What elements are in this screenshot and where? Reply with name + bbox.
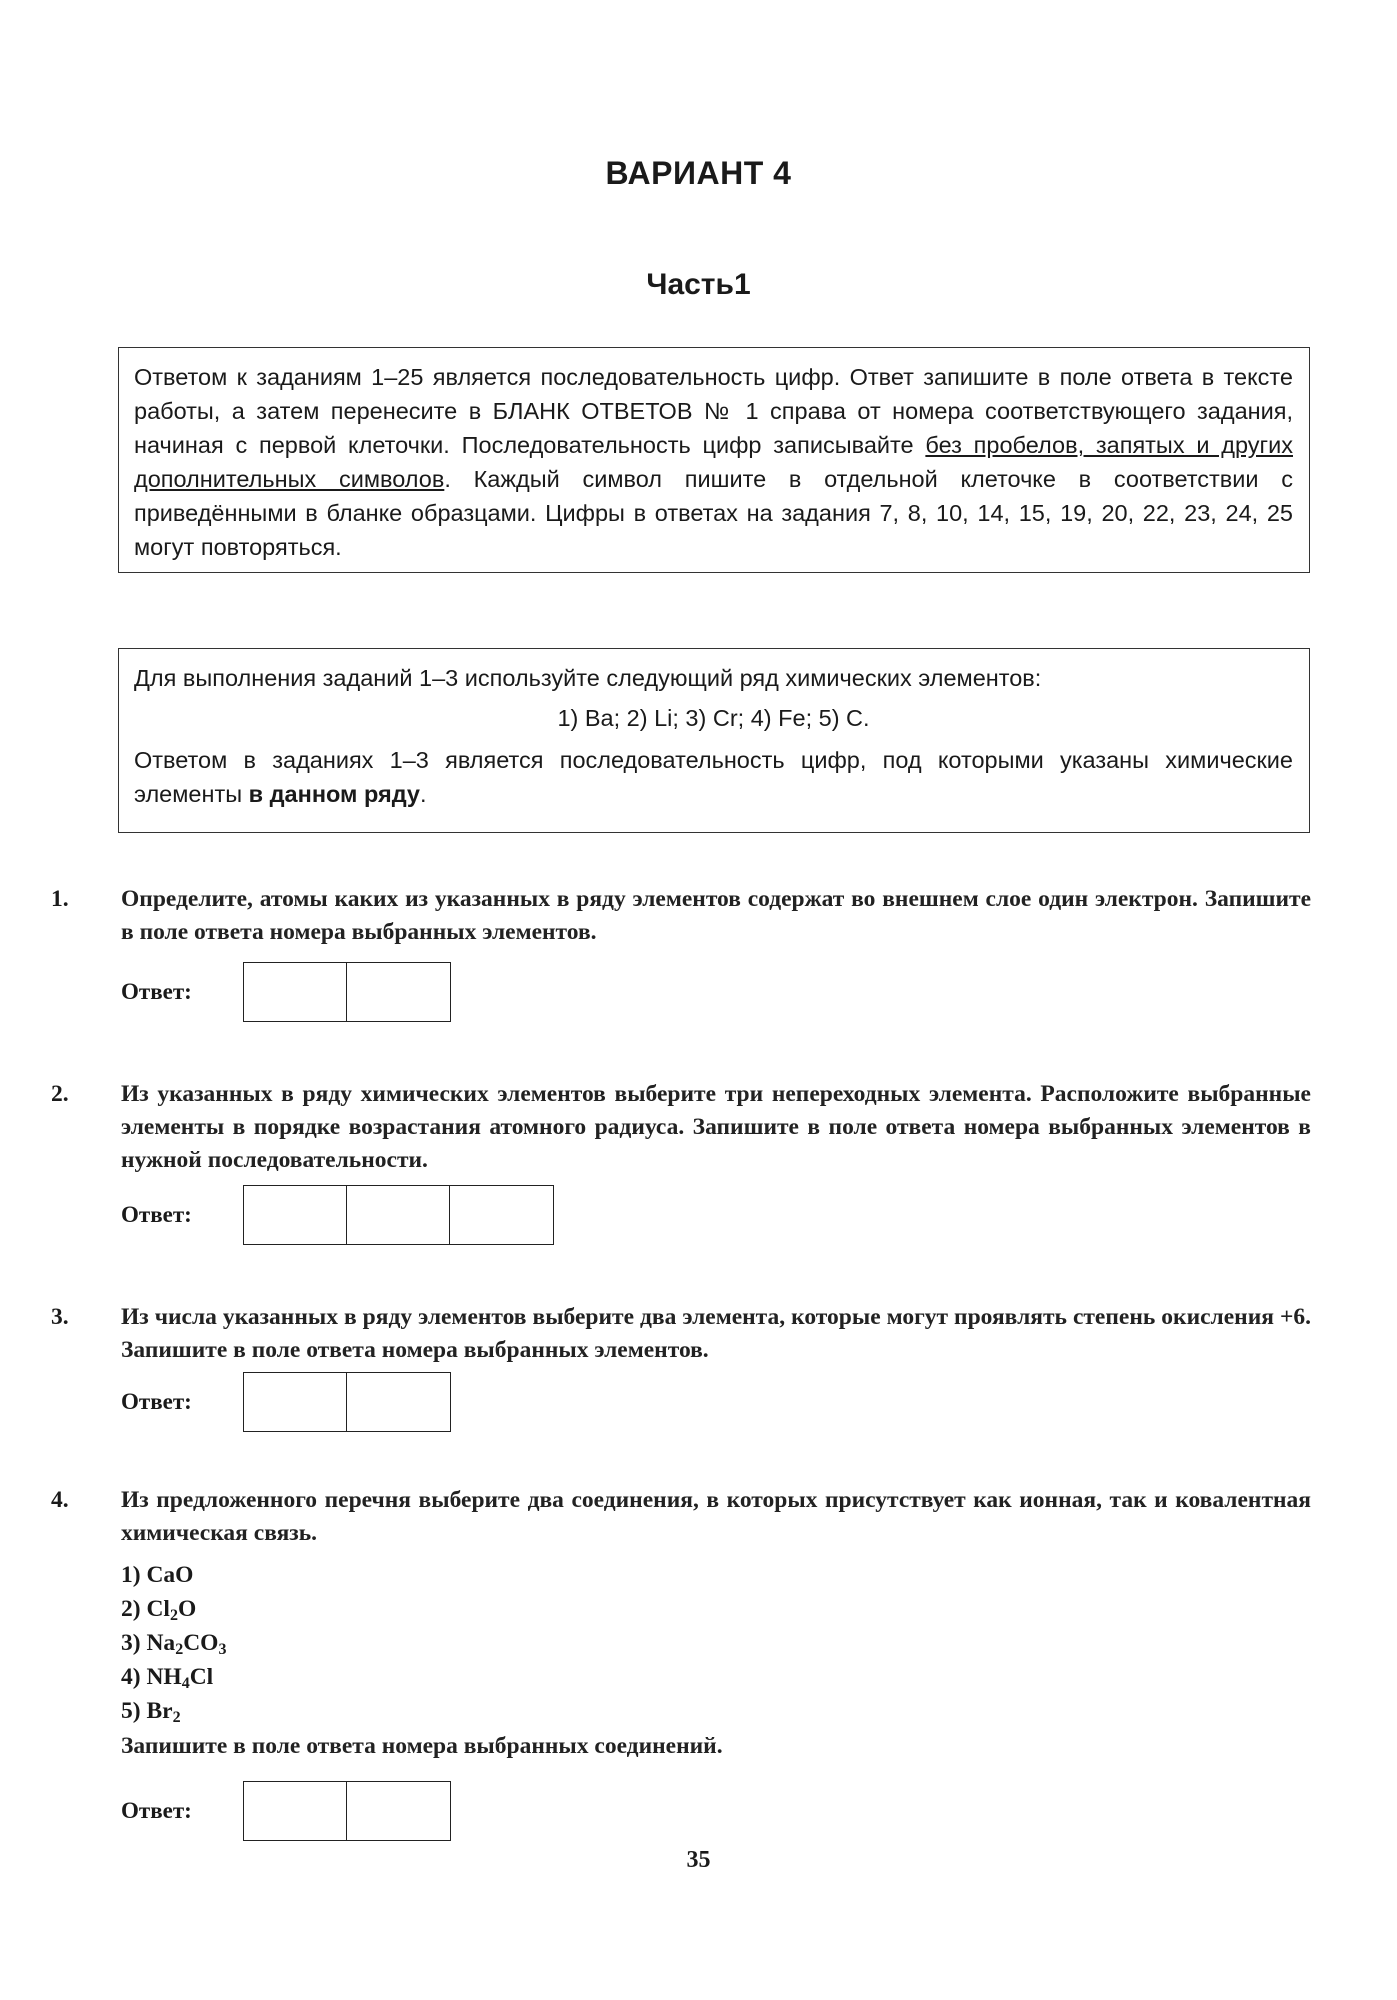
answer-row-3	[121, 1372, 451, 1432]
instructions-underlined: без пробелов, запятых и других дополнительных символов	[134, 432, 1293, 492]
elements-series: 1) Ba; 2) Li; 3) Cr; 4) Fe; 5) C.	[557, 705, 870, 731]
elements-note-end: .	[420, 781, 427, 807]
answer-cells	[243, 1185, 554, 1245]
option-item: 1) CaO	[121, 1562, 194, 1588]
answer-row-1	[121, 962, 451, 1022]
task-number: 2.	[51, 1081, 69, 1107]
task-1	[51, 883, 1311, 949]
page-number: 35	[686, 1847, 711, 1873]
task-footer: Запишите в поле ответа номера выбранных соединений.	[121, 1733, 723, 1759]
answer-cell[interactable]	[244, 1782, 347, 1840]
answer-cells	[243, 962, 451, 1022]
answer-cell[interactable]	[244, 1186, 347, 1244]
answer-cell[interactable]	[347, 1782, 450, 1840]
answer-cell[interactable]	[347, 1373, 450, 1431]
task-number: 3.	[51, 1304, 69, 1330]
answer-row-2	[121, 1185, 554, 1245]
elements-intro: Для выполнения заданий 1–3 используйте следующий ряд химических элементов:	[134, 665, 1042, 691]
part-title: Часть1	[646, 268, 751, 301]
task-number: 4.	[51, 1487, 69, 1513]
option-item: 5) $Br_2$	[121, 1698, 181, 1726]
option-item: 2) $Cl_2O$	[121, 1596, 197, 1624]
elements-note-text: Ответом в заданиях 1–3 является последовательность цифр, под которыми указаны химические элементы	[134, 747, 1293, 807]
answer-cell[interactable]	[450, 1186, 553, 1244]
task-4	[51, 1484, 1311, 1763]
elements-note-bold: в данном ряду	[248, 781, 420, 807]
answer-label: Ответ:	[121, 1798, 192, 1823]
task-text: Из числа указанных в ряду элементов выберите два элемента, которые могут проявлять степень окисления +6. Запишите в поле ответа номера выбранных элементов.	[121, 1304, 1311, 1363]
answer-cell[interactable]	[347, 1186, 450, 1244]
task-2	[51, 1078, 1311, 1177]
options-list	[121, 1558, 1311, 1728]
instructions-text-end: . Каждый символ пишите в отдельной клеточке в соответствии с приведёнными в бланке образцами. Цифры в ответах на задания 7, 8, 10, 14, 15, 19, 20, 22, 23, 24, 25 могут повторяться.	[134, 466, 1293, 560]
answer-label: Ответ:	[121, 1389, 192, 1414]
answer-row-4	[121, 1781, 451, 1841]
option-item: 4) $NH_4Cl$	[121, 1664, 214, 1692]
instructions-text: Ответом к заданиям 1–25 является последовательность цифр. Ответ запишите в поле ответа в тексте работы, а затем перенесите в БЛАНК ОТВЕТОВ № 1 справа от номера соответствующего задания, начиная с первой клеточки. Последовательность цифр записывайте	[134, 364, 1293, 458]
answer-label: Ответ:	[121, 979, 192, 1004]
answer-cells	[243, 1372, 451, 1432]
variant-title: ВАРИАНТ 4	[605, 155, 792, 191]
option-item: 3) $Na_2CO_3$	[121, 1630, 227, 1658]
elements-box	[118, 648, 1310, 833]
answer-label: Ответ:	[121, 1202, 192, 1227]
task-3	[51, 1301, 1311, 1367]
task-text: Определите, атомы каких из указанных в ряду элементов содержат во внешнем слое один электрон. Запишите в поле ответа номера выбранных элементов.	[121, 886, 1311, 945]
answer-cell[interactable]	[347, 963, 450, 1021]
answer-cell[interactable]	[244, 963, 347, 1021]
task-number: 1.	[51, 886, 69, 912]
elements-note	[134, 743, 1293, 811]
task-text: Из указанных в ряду химических элементов выберите три непереходных элемента. Расположите выбранные элементы в порядке возрастания атомного радиуса. Запишите в поле ответа номера выбранных элементов в нужной последовательности.	[121, 1081, 1311, 1173]
task-text: Из предложенного перечня выберите два соединения, в которых присутствует как ионная, так и ковалентная химическая связь.	[121, 1487, 1311, 1546]
answer-cells	[243, 1781, 451, 1841]
answer-cell[interactable]	[244, 1373, 347, 1431]
instructions-box	[118, 347, 1310, 573]
